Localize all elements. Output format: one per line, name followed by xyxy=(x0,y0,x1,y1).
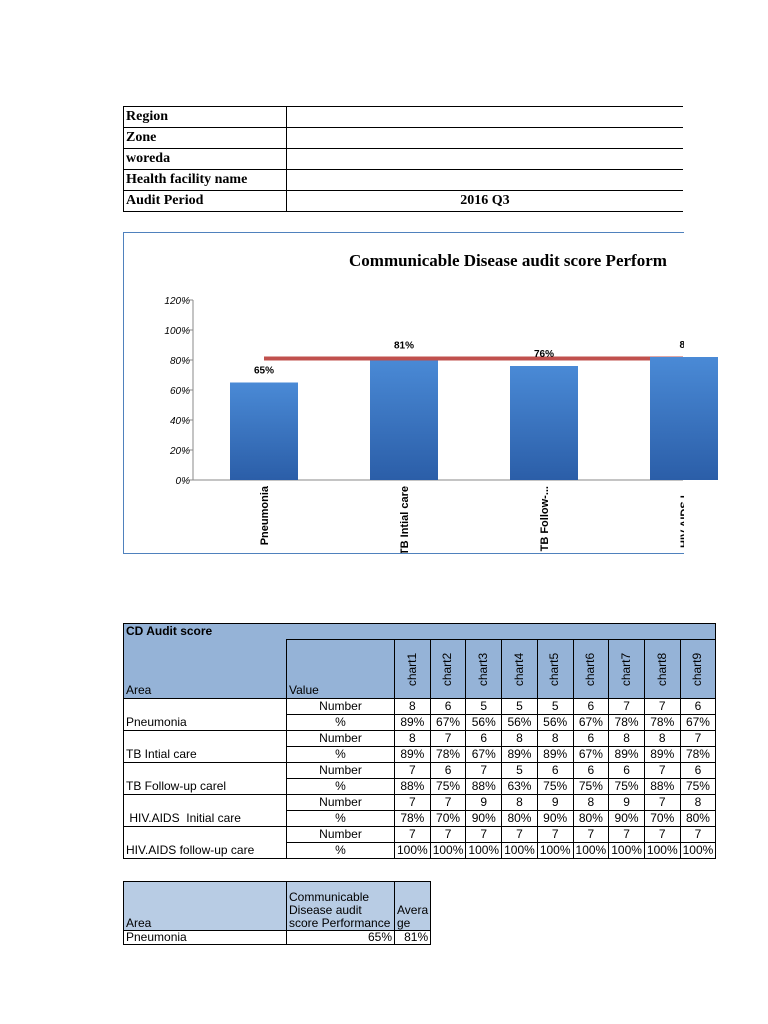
table-title: CD Audit score xyxy=(124,624,716,640)
cell-percent: 78% xyxy=(609,715,645,731)
cell-percent: 100% xyxy=(466,843,502,859)
cell-percent: 67% xyxy=(680,715,716,731)
cell-percent: 100% xyxy=(680,843,716,859)
cell-number: 6 xyxy=(573,699,609,715)
bar-series xyxy=(230,359,578,481)
cell-percent: 78% xyxy=(430,747,466,763)
row-area: TB Follow-up carel xyxy=(124,779,287,795)
row-kind-percent: % xyxy=(287,811,395,827)
row-kind-number: Number xyxy=(287,827,395,843)
cell-percent: 100% xyxy=(644,843,680,859)
cell-number: 8 xyxy=(502,795,538,811)
cell-number: 8 xyxy=(680,795,716,811)
cell-number: 6 xyxy=(430,763,466,779)
cell-number: 7 xyxy=(644,795,680,811)
summary-table xyxy=(123,881,431,945)
header-value: Value xyxy=(287,640,395,699)
table-row-number xyxy=(124,827,716,843)
cell-percent: 67% xyxy=(573,747,609,763)
header-chart: chart3 xyxy=(466,640,502,699)
cell-percent: 56% xyxy=(502,715,538,731)
summary-header-row xyxy=(124,882,431,931)
cell-number: 7 xyxy=(537,827,573,843)
info-value[interactable] xyxy=(287,107,684,128)
row-area-spacer xyxy=(124,763,287,779)
cell-number: 6 xyxy=(573,731,609,747)
summary-performance: 65% xyxy=(287,931,395,945)
cell-percent: 100% xyxy=(502,843,538,859)
cell-number: 7 xyxy=(466,827,502,843)
table-row-number xyxy=(124,699,716,715)
row-kind-percent: % xyxy=(287,779,395,795)
row-area: HIV.AIDS follow-up care xyxy=(124,843,287,859)
cell-percent: 78% xyxy=(395,811,431,827)
cell-percent: 75% xyxy=(609,779,645,795)
cell-percent: 100% xyxy=(573,843,609,859)
cell-number: 7 xyxy=(644,827,680,843)
cell-percent: 90% xyxy=(609,811,645,827)
header-area: Area xyxy=(124,640,287,699)
data-label: 76% xyxy=(533,349,555,360)
row-kind-percent: % xyxy=(287,747,395,763)
cell-percent: 80% xyxy=(573,811,609,827)
cell-number: 7 xyxy=(644,699,680,715)
cell-number: 7 xyxy=(395,763,431,779)
cell-number: 6 xyxy=(680,763,716,779)
y-tick-label: 100% xyxy=(164,326,190,337)
row-kind-percent: % xyxy=(287,715,395,731)
row-kind-number: Number xyxy=(287,795,395,811)
cell-percent: 89% xyxy=(395,715,431,731)
cell-percent: 63% xyxy=(502,779,538,795)
table-title-row xyxy=(124,624,716,640)
facility-info-table xyxy=(123,106,683,212)
cell-percent: 70% xyxy=(644,811,680,827)
cell-number: 7 xyxy=(430,795,466,811)
cell-percent: 100% xyxy=(430,843,466,859)
y-tick-label: 0% xyxy=(175,476,190,487)
cell-percent: 90% xyxy=(466,811,502,827)
cell-percent: 100% xyxy=(537,843,573,859)
header-chart: chart1 xyxy=(395,640,431,699)
row-area-spacer xyxy=(124,795,287,811)
info-row-zone xyxy=(124,128,684,149)
cell-number: 7 xyxy=(644,763,680,779)
row-area-spacer xyxy=(124,731,287,747)
summary-header-area: Area xyxy=(124,882,287,931)
cell-number: 6 xyxy=(680,699,716,715)
cell-percent: 78% xyxy=(644,715,680,731)
header-chart: chart5 xyxy=(537,640,573,699)
cell-percent: 89% xyxy=(395,747,431,763)
cell-number: 6 xyxy=(609,763,645,779)
cell-number: 8 xyxy=(395,731,431,747)
cell-percent: 56% xyxy=(537,715,573,731)
y-tick-label: 120% xyxy=(164,296,190,307)
row-area: Pneumonia xyxy=(124,715,287,731)
header-chart: chart2 xyxy=(430,640,466,699)
cell-percent: 75% xyxy=(573,779,609,795)
row-area: HIV.AIDS Initial care xyxy=(124,811,287,827)
chart-canvas xyxy=(123,232,691,556)
header-chart: chart7 xyxy=(609,640,645,699)
cell-number: 9 xyxy=(537,795,573,811)
cell-number: 7 xyxy=(502,827,538,843)
info-row-facility xyxy=(124,170,684,191)
cell-percent: 89% xyxy=(537,747,573,763)
cell-percent: 67% xyxy=(466,747,502,763)
cell-number: 5 xyxy=(537,699,573,715)
x-axis-label: HIV.AIDS I... xyxy=(679,486,691,548)
header-chart: chart4 xyxy=(502,640,538,699)
summary-row xyxy=(124,931,431,945)
table-row-percent xyxy=(124,811,716,827)
table-row-number xyxy=(124,763,716,779)
info-label: Region xyxy=(124,107,287,128)
cell-number: 6 xyxy=(466,731,502,747)
header-chart: chart8 xyxy=(644,640,680,699)
row-area-spacer xyxy=(124,699,287,715)
info-row-region xyxy=(124,107,684,128)
cell-percent: 89% xyxy=(644,747,680,763)
info-label: Health facility name xyxy=(124,170,287,191)
cell-number: 7 xyxy=(466,763,502,779)
x-axis-label: TB Follow-... xyxy=(539,486,551,552)
cell-number: 7 xyxy=(680,827,716,843)
info-value[interactable] xyxy=(287,170,684,191)
cell-number: 8 xyxy=(395,699,431,715)
table-row-percent xyxy=(124,747,716,763)
cell-percent: 80% xyxy=(680,811,716,827)
y-tick-label: 80% xyxy=(169,356,190,367)
cell-number: 5 xyxy=(466,699,502,715)
cell-number: 6 xyxy=(537,763,573,779)
cell-number: 8 xyxy=(609,731,645,747)
cell-percent: 89% xyxy=(502,747,538,763)
x-axis-label: TB Intial care xyxy=(399,486,411,556)
cell-number: 7 xyxy=(680,731,716,747)
info-label: Audit Period xyxy=(124,191,287,212)
x-axis-labels xyxy=(259,485,691,556)
cell-number: 5 xyxy=(502,699,538,715)
row-kind-number: Number xyxy=(287,763,395,779)
cell-percent: 100% xyxy=(395,843,431,859)
cell-percent: 88% xyxy=(466,779,502,795)
bar-2 xyxy=(370,359,438,481)
data-label: 65% xyxy=(253,365,275,377)
info-value[interactable] xyxy=(287,149,684,170)
cell-number: 9 xyxy=(609,795,645,811)
cell-percent: 100% xyxy=(609,843,645,859)
cell-number: 7 xyxy=(395,795,431,811)
cell-percent: 78% xyxy=(680,747,716,763)
cell-number: 6 xyxy=(573,763,609,779)
cell-percent: 90% xyxy=(537,811,573,827)
chart-title: Communicable Disease audit score Perform xyxy=(349,251,667,270)
cell-number: 7 xyxy=(609,699,645,715)
cell-percent: 80% xyxy=(502,811,538,827)
bar-1 xyxy=(230,383,298,481)
summary-header-average: Avera ge xyxy=(395,882,431,931)
info-row-woreda xyxy=(124,149,684,170)
cell-number: 5 xyxy=(502,763,538,779)
cell-number: 8 xyxy=(502,731,538,747)
cell-percent: 75% xyxy=(430,779,466,795)
summary-area: Pneumonia xyxy=(124,931,287,945)
cell-number: 7 xyxy=(573,827,609,843)
info-label: Zone xyxy=(124,128,287,149)
table-header-row xyxy=(124,640,716,699)
audit-score-chart[interactable] xyxy=(123,232,691,556)
row-area: TB Intial care xyxy=(124,747,287,763)
cell-number: 8 xyxy=(573,795,609,811)
cell-number: 9 xyxy=(466,795,502,811)
row-kind-number: Number xyxy=(287,699,395,715)
summary-average: 81% xyxy=(395,931,431,945)
y-tick-label: 20% xyxy=(169,446,190,457)
cell-number: 8 xyxy=(537,731,573,747)
row-area-spacer xyxy=(124,827,287,843)
y-tick-label: 60% xyxy=(169,386,190,397)
cell-number: 8 xyxy=(644,731,680,747)
header-chart: chart9 xyxy=(680,640,716,699)
table-row-percent xyxy=(124,779,716,795)
row-kind-number: Number xyxy=(287,731,395,747)
cell-number: 7 xyxy=(430,827,466,843)
cell-percent: 67% xyxy=(573,715,609,731)
cell-number: 7 xyxy=(395,827,431,843)
cell-percent: 70% xyxy=(430,811,466,827)
cell-number: 7 xyxy=(609,827,645,843)
cell-percent: 56% xyxy=(466,715,502,731)
header-chart: chart6 xyxy=(573,640,609,699)
data-label: 8: xyxy=(679,340,689,351)
cell-percent: 88% xyxy=(644,779,680,795)
row-kind-percent: % xyxy=(287,843,395,859)
data-label: 81% xyxy=(393,340,415,352)
table-row-number xyxy=(124,731,716,747)
y-tick-label: 40% xyxy=(169,416,190,427)
cell-number: 7 xyxy=(430,731,466,747)
bar-3 xyxy=(510,366,578,480)
cd-audit-score-table xyxy=(123,623,716,859)
cell-number: 6 xyxy=(430,699,466,715)
table-row-percent xyxy=(124,843,716,859)
cell-percent: 75% xyxy=(680,779,716,795)
cell-percent: 67% xyxy=(430,715,466,731)
table-row-percent xyxy=(124,715,716,731)
info-value[interactable] xyxy=(287,128,684,149)
cell-percent: 89% xyxy=(609,747,645,763)
cell-percent: 75% xyxy=(537,779,573,795)
x-axis-label: Pneumonia xyxy=(259,486,271,546)
info-label: woreda xyxy=(124,149,287,170)
summary-header-performance: Communicable Disease audit score Performance xyxy=(287,882,395,931)
info-row-audit-period xyxy=(124,191,684,212)
info-value[interactable]: 2016 Q3 xyxy=(287,191,684,212)
table-row-number xyxy=(124,795,716,811)
cell-percent: 88% xyxy=(395,779,431,795)
